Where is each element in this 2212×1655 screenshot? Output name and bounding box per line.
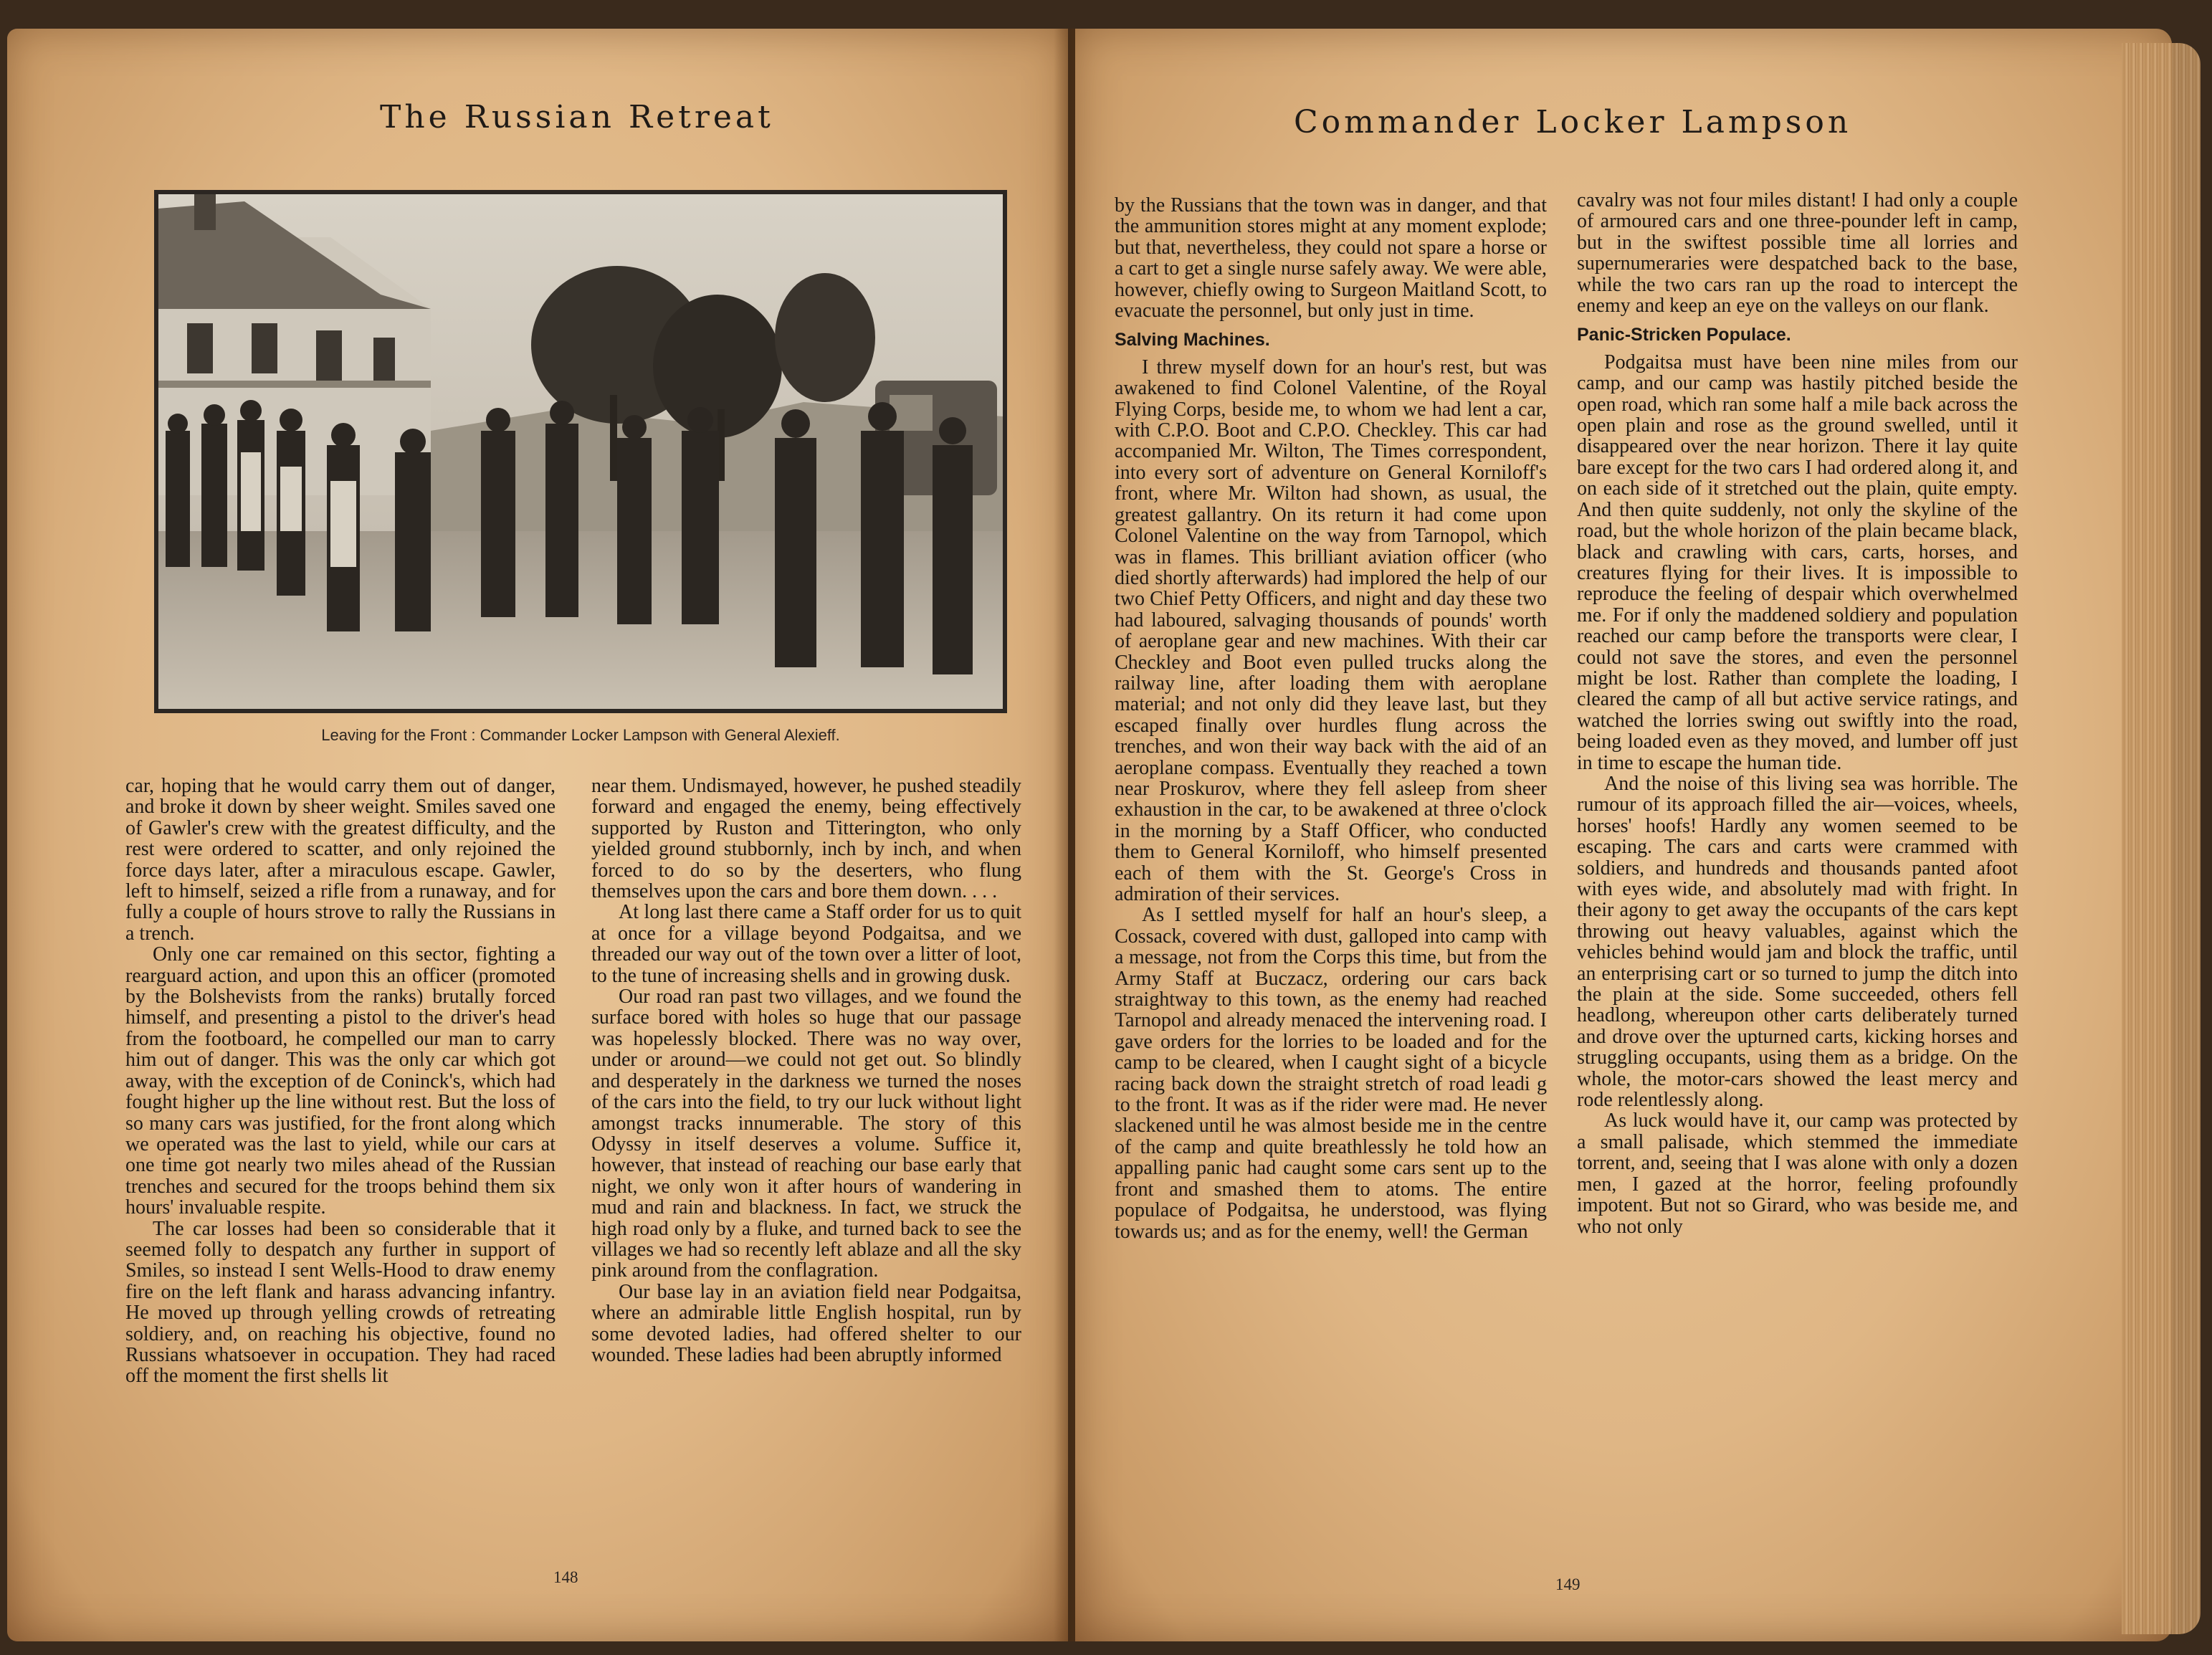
page-number-left: 148	[553, 1568, 578, 1586]
left-running-head: The Russian Retreat	[380, 99, 774, 135]
paragraph: near them. Undismayed, however, he pushed steadily forward and engaged the enemy, being effectively supported by Ruston and Titterington, who only yielded ground stubbornly, inch by inch, and when forced to do so by the deserters, who flung themselves upon the cars and bore them down. . . .	[591, 775, 1021, 903]
section-heading: Panic-Stricken Populace.	[1577, 325, 1791, 345]
left-column-2	[591, 776, 1021, 1365]
paragraph: Only one car remained on this sector, fighting a rearguard action, and upon this an officer (promoted by the Bolshevists from the ranks) brutally forced himself, and presenting a pistol to the driver's head from the footboard, he compelled our man to carry him out of danger. This was the only car which got away, with the exception of de Coninck's, which had fought higher up the line without rest. But the loss of so many cars was justified, for the front along which we operated was the last to yield, while our cars at one time got nearly two miles ahead of the Russian trenches and secured for the troops behind them six hours' invaluable respite.	[125, 943, 556, 1219]
right-running-head: Commander Locker Lampson	[1294, 104, 1852, 140]
right-column-1	[1115, 195, 1547, 1242]
photo-caption: Leaving for the Front : Commander Locker Lampson with General Alexieff.	[321, 726, 840, 744]
paragraph: by the Russians that the town was in danger, and that the ammunition stores might at any moment explode; but that, nevertheless, they could not spare a horse or a cart to get a single nurse safely away. We were able, however, chiefly owing to Surgeon Maitland Scott, to evacuate the personnel, but only just in time.	[1115, 194, 1547, 323]
paragraph: Our base lay in an aviation field near Podgaitsa, where an admirable little English hospital, run by some devoted ladies, had offered shelter to our wounded. These ladies had been abruptly informed	[591, 1280, 1021, 1366]
right-column-2	[1577, 190, 2018, 1237]
right-page	[1075, 29, 2172, 1641]
page-edges	[2122, 43, 2201, 1634]
paragraph: At long last there came a Staff order for us to quit at once for a village beyond Podgaitsa, and we threaded our way out of the town over a litter of loot, to the tune of increasing shells and in growing dusk.	[591, 901, 1021, 987]
section-heading: Salving Machines.	[1115, 330, 1270, 350]
left-column-1	[125, 776, 556, 1387]
paragraph: I threw myself down for an hour's rest, but was awakened to find Colonel Valentine, of the Royal Flying Corps, beside me, to whom we had lent a car, with C.P.O. Boot and C.P.O. Checkley. This car had accompanied Mr. Wilton, The Times correspondent, into every sort of adventure on General Korniloff's front, where Mr. Wilton had shown, as usual, the greatest gallantry. On its return it had come upon Colonel Valentine on the way from Tarnopol, which was in flames. This brilliant aviation officer (who died shortly afterwards) had implored the help of our two Chief Petty Officers, and night and day these two had laboured, salvaging thousands of pounds' worth of aeroplane gear and new machines. With their car Checkley and Boot even pulled trucks along the railway line, after loading them with aeroplane material; and not only did they leave last, but they escaped finally over hurdles flung across the trenches, and won their way back with the aid of an aeroplane compass. Eventually they reached a town near Proskurov, where they fell asleep from sheer exhaustion in the car, to be awakened at three o'clock in the morning by a Staff Officer, who conducted them to General Korniloff, who himself presented each of them with the St. George's Cross in admiration of their services.	[1115, 356, 1547, 905]
paragraph: car, hoping that he would carry them out of danger, and broke it down by sheer weight. Smiles saved one of Gawler's crew with the greatest difficulty, and the rest were ordered to scatter, and only rejoined the force days later, after a miraculous escape. Gawler, left to himself, seized a rifle from a runaway, and for fully a couple of hours strove to rally the Russians in a trench.	[125, 775, 556, 945]
paragraph: cavalry was not four miles distant! I had only a couple of armoured cars and one three-pounder left in camp, but in the swiftest possible time all lorries and supernumeraries were despatched back to the base, while the two cars ran up the road to intercept the enemy and keep an eye on the valleys on our flank.	[1577, 189, 2018, 318]
page-number-right: 149	[1555, 1575, 1581, 1593]
paragraph: Our road ran past two villages, and we found the surface bored with holes so huge that our passage was hopelessly blocked. There was no way over, under or around—we could not get out. So blindly and desperately in the darkness we turned the noses of the cars into the field, to try our luck without light amongst tracks innumerable. The story of this Odyssy in itself deserves a volume. Suffice it, however, that instead of reaching our base early that night, we only won it after hours of wandering in mud and rain and blackness. In fact, we struck the high road only by a fluke, and turned back to see the villages we had so recently left ablaze and all the sky pink around from the conflagration.	[591, 986, 1021, 1282]
paragraph: Podgaitsa must have been nine miles from our camp, and our camp was hastily pitched beside the open road, which ran some half a mile back across the open plain and rose as the ground swelled, until it disappeared over the near horizon. There it lay quite bare except for the two cars I had ordered along it, and on each side of it stretched out the plain, quite empty. And then quite suddenly, not only the skyline of the road, but the whole horizon of the plain became black, black and crawling with cars, carts, horses, and creatures flying for their lives. It is impossible to reproduce the feeling of despair which overwhelmed me. For if only the maddened soldiery and population reached our camp before the transports were clear, I could not save the stores, and even the personnel might be lost. Rather than complete the loading, I cleared the camp of all but active service ratings, and watched the lorries swing out swiftly into the road, being loaded even as they moved, and lumber off just in time to escape the human tide.	[1577, 350, 2018, 774]
paragraph: As I settled myself for half an hour's sleep, a Cossack, covered with dust, galloped into camp with a message, not from the Corps this time, but from the Army Staff at Buczacz, ordering our cars back straightway to this town, as the enemy had reached Tarnopol and already menaced the intervening road. I gave orders for the lorries to be loaded and for the camp to be cleared, when I caught sight of a bicycle racing back down the straight stretch of road leadi g to the front. It was as if the rider were mad. He never slackened until he was almost beside me in the centre of the camp and quite breathlessly he told how an appalling panic had caught some cars sent up to the front and smashed them to atoms. The entire populace of Podgaitsa, he understood, was flying towards us; and as for the enemy, well! the German	[1115, 904, 1547, 1243]
left-page	[7, 29, 1068, 1641]
paragraph: And the noise of this living sea was horrible. The rumour of its approach filled the air—voices, wheels, horses' hoofs! Hardly any women seemed to be escaping. The cars and carts were crammed with soldiers, and hundreds and thousands panted afoot with eyes wide, and absolutely mad with fright. In their agony to get away the occupants of the cars kept throwing out heavy valuables, against which the vehicles behind would jam and block the traffic, until an enterprising cart or so turned to jump the ditch into the plain at the side. Some succeeded, others fell headlong, whereupon other carts deliberately turned and drove over the upturned carts, kicking horses and struggling occupants, using them as a bridge. On the whole, the motor-cars showed the least mercy and rode relentlessly along.	[1577, 772, 2018, 1112]
photo-image	[158, 194, 1003, 709]
paragraph: The car losses had been so considerable that it seemed folly to despatch any further in support of Smiles, so instead I sent Wells-Hood to draw enemy fire on the left flank and harass advancing infantry. He moved up through yelling crowds of retreating soldiery, and, on reaching his objective, found no Russians whatsoever in occupation. They had raced off the moment the first shells lit	[125, 1217, 556, 1388]
paragraph: As luck would have it, our camp was protected by a small palisade, which stemmed the immediate torrent, and, seeing that I was alone with only a dozen men, I gazed at the horror, feeling profoundly impotent. But not so Girard, who was beside me, and who not only	[1577, 1110, 2018, 1238]
photograph	[154, 190, 1007, 713]
